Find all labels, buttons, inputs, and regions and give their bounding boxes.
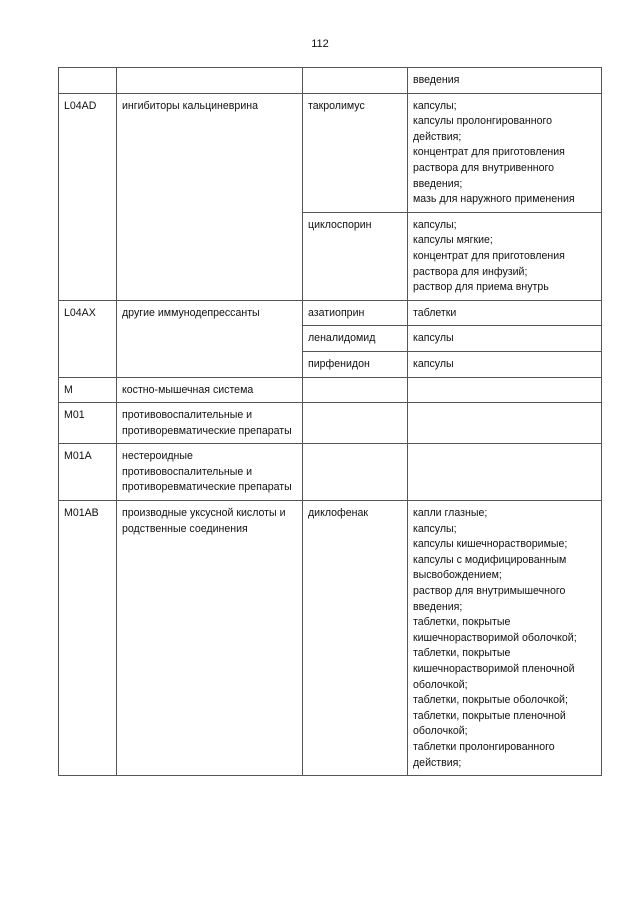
group-cell: противовоспалительные и противоревматические препараты (117, 403, 303, 444)
forms-text: капли глазные; капсулы; капсулы кишечнорастворимые; капсулы с модифицированным высвобождением; раствор для внутримышечного введения; таблетки, покрытые кишечнорастворимой оболочкой; таблетки, покрытые кишечнорастворимой пленочной оболочкой; таблетки, покрытые оболочкой; таблетки, покрытые пленочной оболочкой; таблетки пролонгированного действия; (413, 507, 577, 769)
group-cell: костно-мышечная система (117, 377, 303, 403)
table-row (59, 300, 602, 326)
drug-cell: азатиоприн (303, 300, 408, 326)
page-number: 112 (311, 38, 329, 50)
forms-text: капсулы; капсулы мягкие; концентрат для приготовления раствора для инфузий; раствор для приема внутрь (413, 218, 565, 294)
drug-cell: такролимус (303, 93, 408, 212)
group-cell: производные уксусной кислоты и родственные соединения (117, 501, 303, 776)
atc-code-cell: M01A (59, 444, 117, 501)
table-row (59, 403, 602, 444)
drug-cell (303, 403, 408, 444)
atc-code-cell: L04AD (59, 93, 117, 300)
table-row (59, 444, 602, 501)
forms-cell: капсулы (408, 326, 602, 352)
drug-cell: леналидомид (303, 326, 408, 352)
drug-cell: циклоспорин (303, 212, 408, 300)
drug-cell (303, 377, 408, 403)
table-row (59, 93, 602, 212)
forms-cell: таблетки (408, 300, 602, 326)
forms-cell (408, 377, 602, 403)
forms-cell (408, 68, 602, 94)
drug-cell (303, 68, 408, 94)
forms-text: капсулы; капсулы пролонгированного действия; концентрат для приготовления раствора для внутривенного введения; мазь для наружного применения (413, 99, 575, 206)
forms-cell (408, 501, 602, 776)
group-cell (117, 68, 303, 94)
atc-code-cell: M01AB (59, 501, 117, 776)
atc-code-cell: M01 (59, 403, 117, 444)
group-cell: другие иммунодепрессанты (117, 300, 303, 377)
forms-cell (408, 403, 602, 444)
atc-code-cell: M (59, 377, 117, 403)
forms-cell: капсулы (408, 351, 602, 377)
drug-cell: диклофенак (303, 501, 408, 776)
forms-cell (408, 444, 602, 501)
forms-cell (408, 212, 602, 300)
forms-text: введения (413, 74, 460, 86)
drug-cell (303, 444, 408, 501)
drug-table (58, 67, 602, 776)
group-cell: нестероидные противовоспалительные и противоревматические препараты (117, 444, 303, 501)
table-row (59, 68, 602, 94)
table-row (59, 377, 602, 403)
atc-code-cell (59, 68, 117, 94)
drug-cell: пирфенидон (303, 351, 408, 377)
table-row (59, 501, 602, 776)
forms-cell (408, 93, 602, 212)
group-cell: ингибиторы кальциневрина (117, 93, 303, 300)
atc-code-cell: L04AX (59, 300, 117, 377)
